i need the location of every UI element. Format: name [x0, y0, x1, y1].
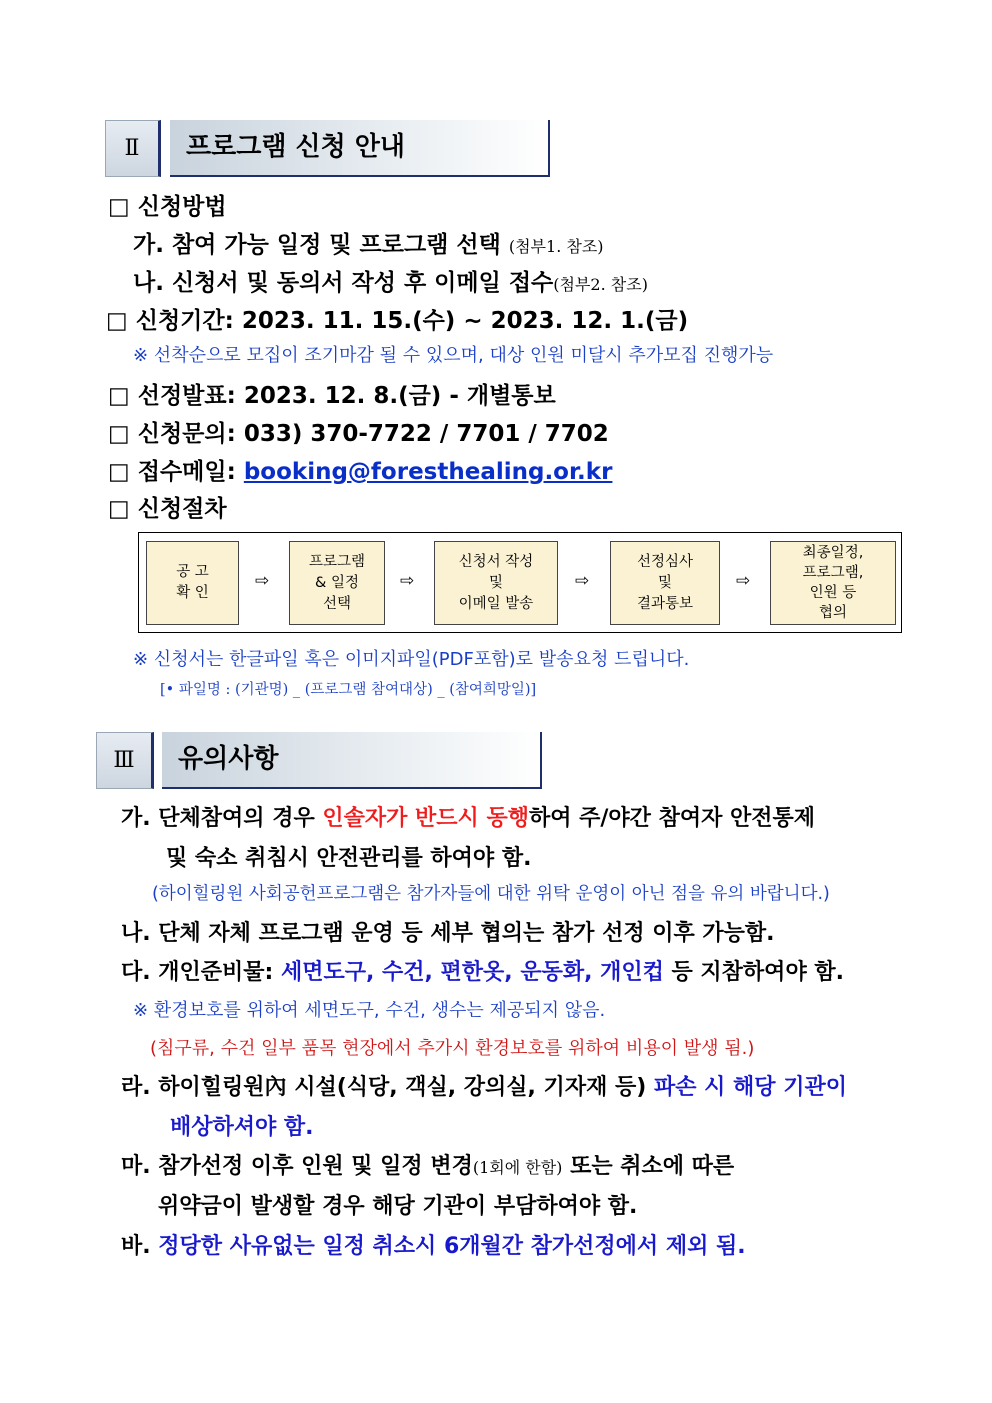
- notice-da-items: 세면도구, 수건, 편한옷, 운동화, 개인컵: [281, 960, 664, 985]
- notice-na: 나. 단체 자체 프로그램 운영 등 세부 협의는 참가 선정 이후 가능함.: [121, 921, 775, 946]
- section-2-title: 프로그램 신청 안내: [170, 120, 550, 177]
- section-3-title: 유의사항: [162, 732, 542, 789]
- notice-da: [121, 955, 844, 986]
- period-note: ※ 선착순으로 모집이 조기마감 될 수 있으며, 대상 인원 미달시 추가모집 진행가능: [133, 345, 774, 366]
- method-line-na: [133, 264, 648, 297]
- notice-ga-suffix: 하여 주/야간 참여자 안전통제: [528, 806, 815, 831]
- step-review-result: 선정심사 및 결과통보: [610, 541, 720, 625]
- procedure-flowchart: [138, 532, 902, 633]
- notice-ba-highlight: 정당한 사유없는 일정 취소시 6개월간 참가선정에서 제외 됨.: [158, 1234, 746, 1259]
- step-announcement-check: 공 고 확 인: [146, 541, 239, 625]
- email-label: □ 접수메일:: [108, 459, 244, 485]
- notice-ga-note: (하이힐링원 사회공헌프로그램은 참가자들에 대한 위탁 운영이 아닌 점을 유의 바랍니다.): [152, 884, 830, 904]
- section-3-number: Ⅲ: [96, 732, 154, 789]
- notice-ma-suffix: 또는 취소에 따른: [562, 1154, 735, 1179]
- step-program-schedule-select: 프로그램 & 일정 선택: [289, 541, 385, 625]
- notice-da-note-red: (침구류, 수건 일부 품목 현장에서 추가시 환경보호를 위하여 비용이 발생 됨.): [150, 1038, 755, 1059]
- step-application-email: 신청서 작성 및 이메일 발송: [434, 541, 558, 625]
- notice-ma-line1: [121, 1149, 734, 1180]
- arrow-right-icon: ⇨: [255, 571, 270, 591]
- method-heading: □ 신청방법: [108, 194, 227, 220]
- notice-ga-line2: 및 숙소 취침시 안전관리를 하여야 함.: [166, 846, 532, 871]
- arrow-right-icon: ⇨: [736, 571, 751, 591]
- arrow-right-icon: ⇨: [400, 571, 415, 591]
- notice-ma-line2: 위약금이 발생할 경우 해당 기관이 부담하여야 함.: [158, 1194, 638, 1219]
- procedure-heading: □ 신청절차: [108, 496, 227, 522]
- section-2-number: Ⅱ: [105, 120, 161, 177]
- method-line-ga: [133, 226, 604, 259]
- method-ga-text: 가. 참여 가능 일정 및 프로그램 선택: [133, 232, 501, 258]
- file-name-format: [• 파일명 : (기관명) _ (프로그램 참여대상) _ (참여희망일)]: [160, 682, 537, 698]
- method-na-note: (첨부2. 참조): [553, 275, 648, 294]
- file-format-note: ※ 신청서는 한글파일 혹은 이미지파일(PDF포함)로 발송요청 드립니다.: [133, 649, 690, 670]
- method-na-text: 나. 신청서 및 동의서 작성 후 이메일 접수: [133, 270, 554, 296]
- application-period: □ 신청기간: 2023. 11. 15.(수) ~ 2023. 12. 1.(금): [106, 308, 689, 334]
- email-link[interactable]: booking@foresthealing.or.kr: [243, 459, 613, 485]
- email-line: [108, 453, 612, 486]
- selection-announcement: □ 선정발표: 2023. 12. 8.(금) - 개별통보: [108, 383, 556, 409]
- notice-ba-prefix: 바.: [121, 1234, 159, 1259]
- notice-da-prefix: 다. 개인준비물:: [121, 960, 281, 985]
- notice-ra-line2: 배상하셔야 함.: [170, 1115, 314, 1140]
- method-ga-note: (첨부1. 참조): [508, 237, 604, 256]
- arrow-right-icon: ⇨: [575, 571, 590, 591]
- notice-ma-prefix: 마. 참가선정 이후 인원 및 일정 변경: [121, 1154, 473, 1179]
- inquiry-phone: □ 신청문의: 033) 370-7722 / 7701 / 7702: [108, 421, 609, 447]
- notice-ba: [121, 1229, 746, 1260]
- notice-ra-prefix: 라. 하이힐링원內 시설(식당, 객실, 강의실, 기자재 등): [121, 1075, 654, 1100]
- notice-ga-prefix: 가. 단체참여의 경우: [121, 806, 323, 831]
- notice-ra-line1: [121, 1070, 847, 1101]
- notice-ma-small: (1회에 한함): [472, 1158, 563, 1177]
- notice-da-note: ※ 환경보호를 위하여 세면도구, 수건, 생수는 제공되지 않음.: [133, 1000, 606, 1021]
- notice-ga-line1: [121, 801, 815, 832]
- step-final-consultation: 최종일정, 프로그램, 인원 등 협의: [770, 541, 896, 625]
- notice-da-suffix: 등 지참하여야 함.: [663, 960, 844, 985]
- notice-ga-highlight: 인솔자가 반드시 동행: [322, 806, 529, 831]
- notice-ra-highlight: 파손 시 해당 기관이: [653, 1075, 847, 1100]
